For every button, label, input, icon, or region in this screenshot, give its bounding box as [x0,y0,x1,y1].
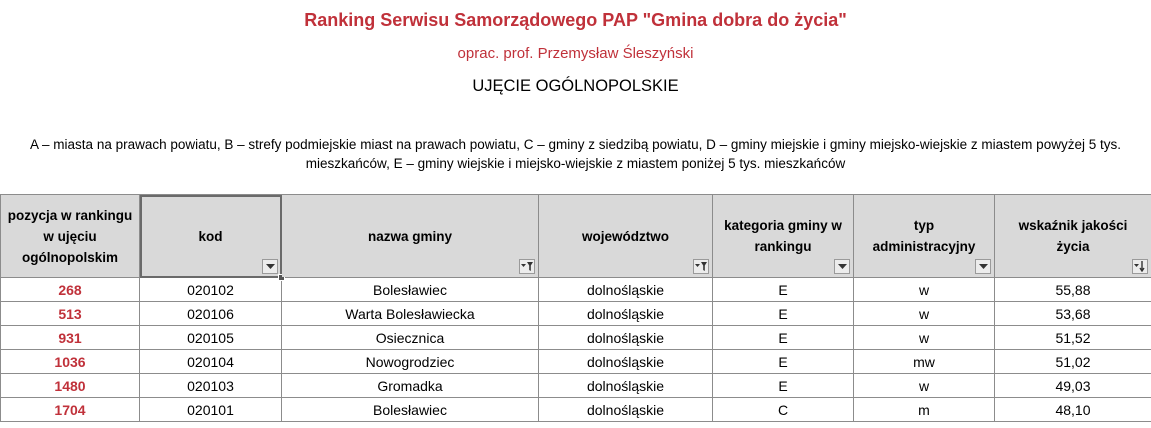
header-label: wskaźnik jakości życia [1018,218,1128,254]
cell-voivodeship[interactable]: dolnośląskie [539,326,713,350]
filter-active-icon [521,262,533,272]
table-body [1,278,1151,422]
header-name[interactable] [282,195,539,278]
cell-code[interactable]: 020101 [140,398,282,422]
cell-position[interactable]: 1480 [1,374,140,398]
cell-quality-index[interactable]: 48,10 [995,398,1151,422]
cell-voivodeship[interactable]: dolnośląskie [539,278,713,302]
header-category[interactable] [713,195,854,278]
report-author: oprac. prof. Przemysław Śleszyński [457,45,694,62]
filter-active-icon [695,262,707,272]
table-row [1,326,1151,350]
cell-admin-type[interactable]: mw [854,350,995,374]
cell-name[interactable]: Bolesławiec [282,398,539,422]
cell-name[interactable]: Bolesławiec [282,278,539,302]
cell-category[interactable]: E [713,278,854,302]
header-label: typ administracyjny [872,218,976,254]
cell-voivodeship[interactable]: dolnośląskie [539,302,713,326]
filter-button[interactable] [693,259,709,274]
filter-button[interactable] [975,259,991,274]
filter-dropdown-icon [266,264,275,270]
header-position[interactable] [1,195,140,278]
ranking-table [0,194,1151,422]
report-title: Ranking Serwisu Samorządowego PAP "Gmina dobra do życia" [304,10,847,30]
filter-dropdown-icon [979,264,988,270]
cell-category[interactable]: E [713,350,854,374]
category-legend: A – miasta na prawach powiatu, B – strefy podmiejskie miast na prawach powiatu, C – gminy z siedzibą powiatu, D – gminy miejskie i gminy miejsko-wiejskie z miastem powyżej 5 tys. mieszkańców, E – gminy wiejskie i miejsko-wiejskie z miastem poniżej 5 tys. mieszkańców [30,137,1121,171]
cell-code[interactable]: 020105 [140,326,282,350]
report-subtitle: UJĘCIE OGÓLNOPOLSKIE [472,77,679,95]
cell-quality-index[interactable]: 49,03 [995,374,1151,398]
cell-quality-index[interactable]: 51,52 [995,326,1151,350]
cell-admin-type[interactable]: m [854,398,995,422]
cell-position[interactable]: 1036 [1,350,140,374]
header-code[interactable] [140,195,282,278]
table-row [1,302,1151,326]
header-label: województwo [582,228,669,244]
header-label: kategoria gminy w rankingu [724,218,842,254]
filter-dropdown-icon [838,264,847,270]
cell-category[interactable]: C [713,398,854,422]
filter-button[interactable] [834,259,850,274]
cell-voivodeship[interactable]: dolnośląskie [539,374,713,398]
cell-position[interactable]: 513 [1,302,140,326]
header-label: pozycja w rankingu w ujęciu ogólnopolskim [7,207,133,265]
cell-position[interactable]: 268 [1,278,140,302]
header-voivodeship[interactable] [539,195,713,278]
cell-category[interactable]: E [713,326,854,350]
cell-name[interactable]: Nowogrodziec [282,350,539,374]
cell-admin-type[interactable]: w [854,302,995,326]
cell-code[interactable]: 020106 [140,302,282,326]
filter-button[interactable] [519,259,535,274]
header-label: kod [198,228,223,244]
table-row [1,278,1151,302]
cell-admin-type[interactable]: w [854,278,995,302]
cell-name[interactable]: Osiecznica [282,326,539,350]
cell-name[interactable]: Warta Bolesławiecka [282,302,539,326]
cell-category[interactable]: E [713,374,854,398]
cell-code[interactable]: 020102 [140,278,282,302]
cell-position[interactable]: 931 [1,326,140,350]
cell-voivodeship[interactable]: dolnośląskie [539,350,713,374]
cell-quality-index[interactable]: 51,02 [995,350,1151,374]
table-header-row [1,195,1151,278]
cell-category[interactable]: E [713,302,854,326]
filter-button[interactable] [1132,259,1148,274]
header-admin-type[interactable] [854,195,995,278]
cell-position[interactable]: 1704 [1,398,140,422]
cell-admin-type[interactable]: w [854,374,995,398]
cell-code[interactable]: 020103 [140,374,282,398]
sort-descending-icon [1134,261,1146,272]
table-row [1,398,1151,422]
cell-voivodeship[interactable]: dolnośląskie [539,398,713,422]
cell-admin-type[interactable]: w [854,326,995,350]
cell-code[interactable]: 020104 [140,350,282,374]
cell-name[interactable]: Gromadka [282,374,539,398]
cell-quality-index[interactable]: 53,68 [995,302,1151,326]
header-quality-index[interactable] [995,195,1151,278]
cell-quality-index[interactable]: 55,88 [995,278,1151,302]
filter-button[interactable] [262,259,278,274]
table-row [1,374,1151,398]
header-label: nazwa gminy [367,228,453,244]
table-row [1,350,1151,374]
